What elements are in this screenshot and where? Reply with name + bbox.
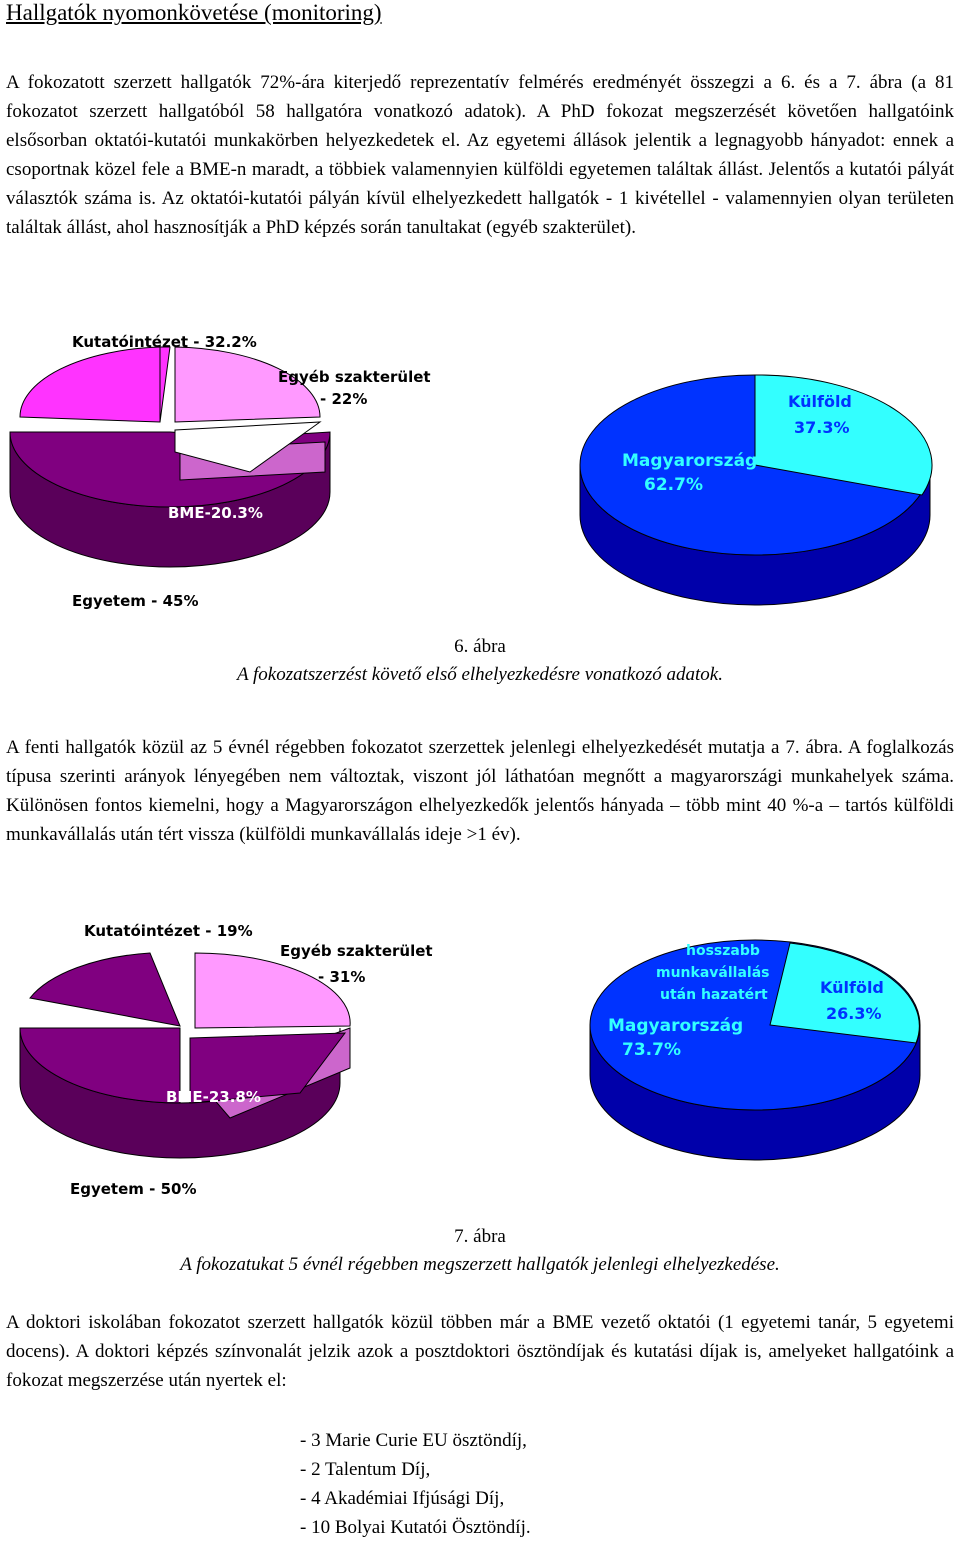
paragraph-current-employment: A fenti hallgatók közül az 5 évnél régebben fokozatot szerzettek jelenlegi elhelyezkedését mutatja a 7. ábra. A foglalkozás típusa szerinti arányok lényegében nem változtak, viszont jól láthatóan megnőtt a magyarországi munkahelyek száma. Különösen fontos kiemelni, hogy a Magyarországon elhelyezkedők jelentős hányada – több mint 40 %-a – tartós külföldi munkavállalás után tért vissza (külföldi munkavállalás ideje >1 év).	[6, 737, 954, 845]
figure7-caption: A fokozatukat 5 évnél régebben megszerzett hallgatók jelenlegi elhelyezkedése.	[180, 1254, 780, 1275]
label-magyarorszag-line2: 73.7%	[622, 1040, 681, 1060]
label-egyeb-line2: - 22%	[320, 390, 368, 408]
label-egyetem: Egyetem - 45%	[72, 592, 199, 610]
label-kulfold-line1: Külföld	[788, 392, 852, 411]
pie-slice-egyeb	[195, 953, 350, 1028]
pie-slice-kutatointezet	[30, 953, 180, 1026]
label-kulfold-line1: Külföld	[820, 978, 884, 997]
pie-chart-fig6-employment	[0, 322, 440, 622]
label-hosszabb-line1: hosszabb	[686, 943, 760, 959]
label-egyeb-line1: Egyéb szakterület	[280, 942, 433, 960]
pie-chart-fig7-employment	[0, 908, 440, 1208]
pie-slice-kutatointezet	[20, 347, 160, 422]
label-egyetem: Egyetem - 50%	[70, 1180, 197, 1198]
award-item: - 3 Marie Curie EU ösztöndíj,	[300, 1430, 527, 1451]
pie-chart-fig6-location	[560, 355, 960, 620]
label-magyarorszag-line1: Magyarország	[622, 451, 758, 471]
award-item: - 4 Akadémiai Ifjúsági Díj,	[300, 1488, 505, 1509]
award-item: - 10 Bolyai Kutatói Ösztöndíj.	[300, 1517, 531, 1538]
label-egyeb-line2: - 31%	[318, 968, 366, 986]
figure6-number: 6. ábra	[454, 636, 506, 657]
pie-slice-kutatointezet-top	[160, 347, 170, 422]
label-magyarorszag-line1: Magyarország	[608, 1016, 744, 1036]
label-hosszabb-line3: után hazatért	[660, 987, 768, 1003]
figure7-number: 7. ábra	[454, 1226, 506, 1247]
label-bme: BME-20.3%	[168, 504, 263, 522]
awards-list	[300, 1426, 531, 1542]
award-item: - 2 Talentum Díj,	[300, 1459, 431, 1480]
label-hosszabb-line2: munkavállalás	[656, 965, 770, 981]
paragraph-awards-intro: A doktori iskolában fokozatot szerzett hallgatók közül többen már a BME vezető oktatói (1 egyetemi tanár, 5 egyetemi docens). A doktori képzés színvonalát jelzik azok a posztdoktori ösztöndíjak és kutatási díjak is, amelyeket hallgatóink a fokozat megszerzése után nyertek el:	[6, 1312, 954, 1391]
label-bme: BME-23.8%	[166, 1088, 261, 1106]
label-kutatointezet: Kutatóintézet - 19%	[84, 922, 253, 940]
label-magyarorszag-line2: 62.7%	[644, 475, 703, 495]
pie-chart-fig7-location	[580, 925, 940, 1175]
figure6-caption: A fokozatszerzést követő első elhelyezkedésre vonatkozó adatok.	[237, 664, 723, 685]
label-kulfold-line2: 37.3%	[794, 418, 850, 437]
label-kutatointezet: Kutatóintézet - 32.2%	[72, 333, 257, 351]
page-heading: Hallgatók nyomonkövetése (monitoring)	[6, 0, 382, 25]
label-egyeb-line1: Egyéb szakterület	[278, 368, 431, 386]
label-kulfold-line2: 26.3%	[826, 1004, 882, 1023]
paragraph-intro: A fokozatott szerzett hallgatók 72%-ára kiterjedő reprezentatív felmérés eredményét összegzi a 6. és a 7. ábra (a 81 fokozatot szerzett hallgatóból 58 hallgatóra vonatkozó adatok). A PhD fokozat megszerzését követően hallgatóink elsősorban oktatói-kutatói munkakörben helyezkedetek el. Az egyetemi állások jelentik a legnagyobb hányadot: ennek a csoportnak közel fele a BME-n maradt, a többiek valamennyien külföldi egyetemen találtak állást. Jelentős a kutatói pályát választók száma is. Az oktatói-kutatói pályán kívül elhelyezkedett hallgatók - 1 kivétellel - valamennyien olyan területen találtak állást, ahol hasznosítják a PhD képzés során tanultakat (egyéb szakterület).	[6, 72, 954, 238]
